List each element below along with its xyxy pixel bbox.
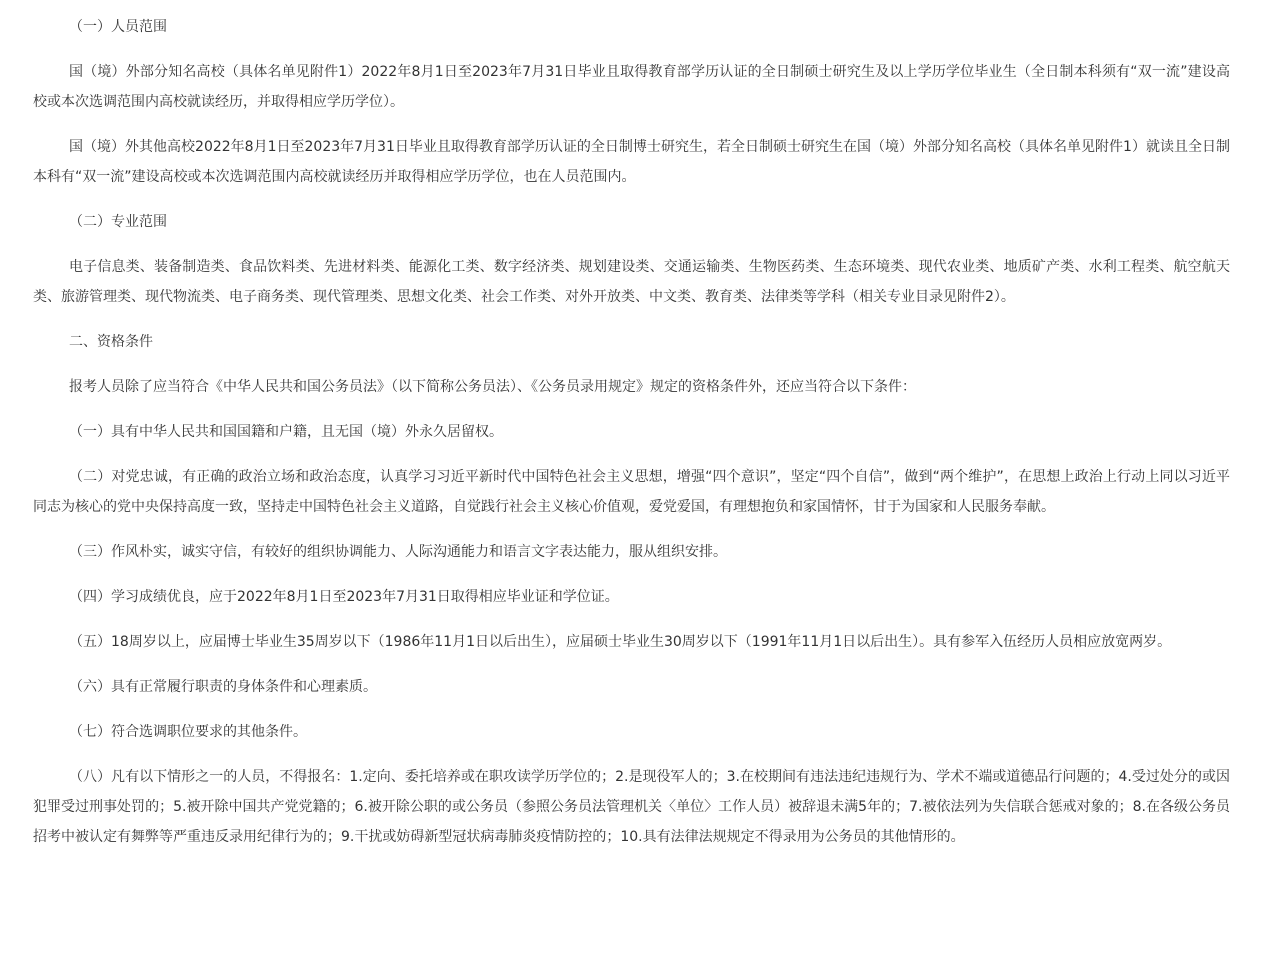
- paragraph-qualification-intro: 报考人员除了应当符合《中华人民共和国公务员法》（以下简称公务员法）、《公务员录用规定》规定的资格条件外，还应当符合以下条件：: [69, 379, 916, 395]
- section-heading-major-scope: （二）专业范围: [69, 214, 167, 230]
- section-heading-qualifications: 二、资格条件: [69, 334, 153, 350]
- condition-item-1: （一）具有中华人民共和国国籍和户籍，且无国（境）外永久居留权。: [69, 424, 503, 440]
- condition-item-7: （七）符合选调职位要求的其他条件。: [69, 724, 307, 740]
- condition-item-3: （三）作风朴实，诚实守信，有较好的组织协调能力、人际沟通能力和语言文字表达能力，服从组织安排。: [69, 544, 727, 560]
- condition-item-5: （五）18周岁以上，应届博士毕业生35周岁以下（1986年11月1日以后出生），应届硕士毕业生30周岁以下（1991年11月1日以后出生）。具有参军入伍经历人员相应放宽两岁。: [69, 634, 1172, 650]
- paragraph-overseas-doctors: 国（境）外其他高校2022年8月1日至2023年7月31日毕业且取得教育部学历认证的全日制博士研究生，若全日制硕士研究生在国（境）外部分知名高校（具体名单见附件1）就读且全日制本科有“双一流”建设高校或本次选调范围内高校就读经历并取得相应学历学位，也在人员范围内。: [33, 139, 1230, 185]
- paragraph-overseas-masters: 国（境）外部分知名高校（具体名单见附件1）2022年8月1日至2023年7月31日毕业且取得教育部学历认证的全日制硕士研究生及以上学历学位毕业生（全日制本科须有“双一流”建设高校或本次选调范围内高校就读经历，并取得相应学历学位）。: [33, 64, 1230, 110]
- condition-item-6: （六）具有正常履行职责的身体条件和心理素质。: [69, 679, 377, 695]
- condition-item-2: （二）对党忠诚，有正确的政治立场和政治态度，认真学习习近平新时代中国特色社会主义思想，增强“四个意识”，坚定“四个自信”，做到“两个维护”，在思想上政治上行动上同以习近平同志为核心的党中央保持高度一致，坚持走中国特色社会主义道路，自觉践行社会主义核心价值观，爱党爱国，有理想抱负和家国情怀，甘于为国家和人民服务奉献。: [33, 469, 1230, 515]
- condition-item-4: （四）学习成绩优良，应于2022年8月1日至2023年7月31日取得相应毕业证和学位证。: [69, 589, 619, 605]
- section-heading-personnel-scope: （一）人员范围: [69, 19, 167, 35]
- paragraph-major-list: 电子信息类、装备制造类、食品饮料类、先进材料类、能源化工类、数字经济类、规划建设类、交通运输类、生物医药类、生态环境类、现代农业类、地质矿产类、水利工程类、航空航天类、旅游管理类、现代物流类、电子商务类、现代管理类、思想文化类、社会工作类、对外开放类、中文类、教育类、法律类等学科（相关专业目录见附件2）。: [33, 259, 1230, 305]
- condition-item-8: （八）凡有以下情形之一的人员，不得报名：1.定向、委托培养或在职攻读学历学位的；2.是现役军人的；3.在校期间有违法违纪违规行为、学术不端或道德品行问题的；4.受过处分的或因犯罪受过刑事处罚的；5.被开除中国共产党党籍的；6.被开除公职的或公务员（参照公务员法管理机关〈单位〉工作人员）被辞退未满5年的；7.被依法列为失信联合惩戒对象的；8.在各级公务员招考中被认定有舞弊等严重违反录用纪律行为的；9.干扰或妨碍新型冠状病毒肺炎疫情防控的；10.具有法律法规规定不得录用为公务员的其他情形的。: [33, 769, 1230, 845]
